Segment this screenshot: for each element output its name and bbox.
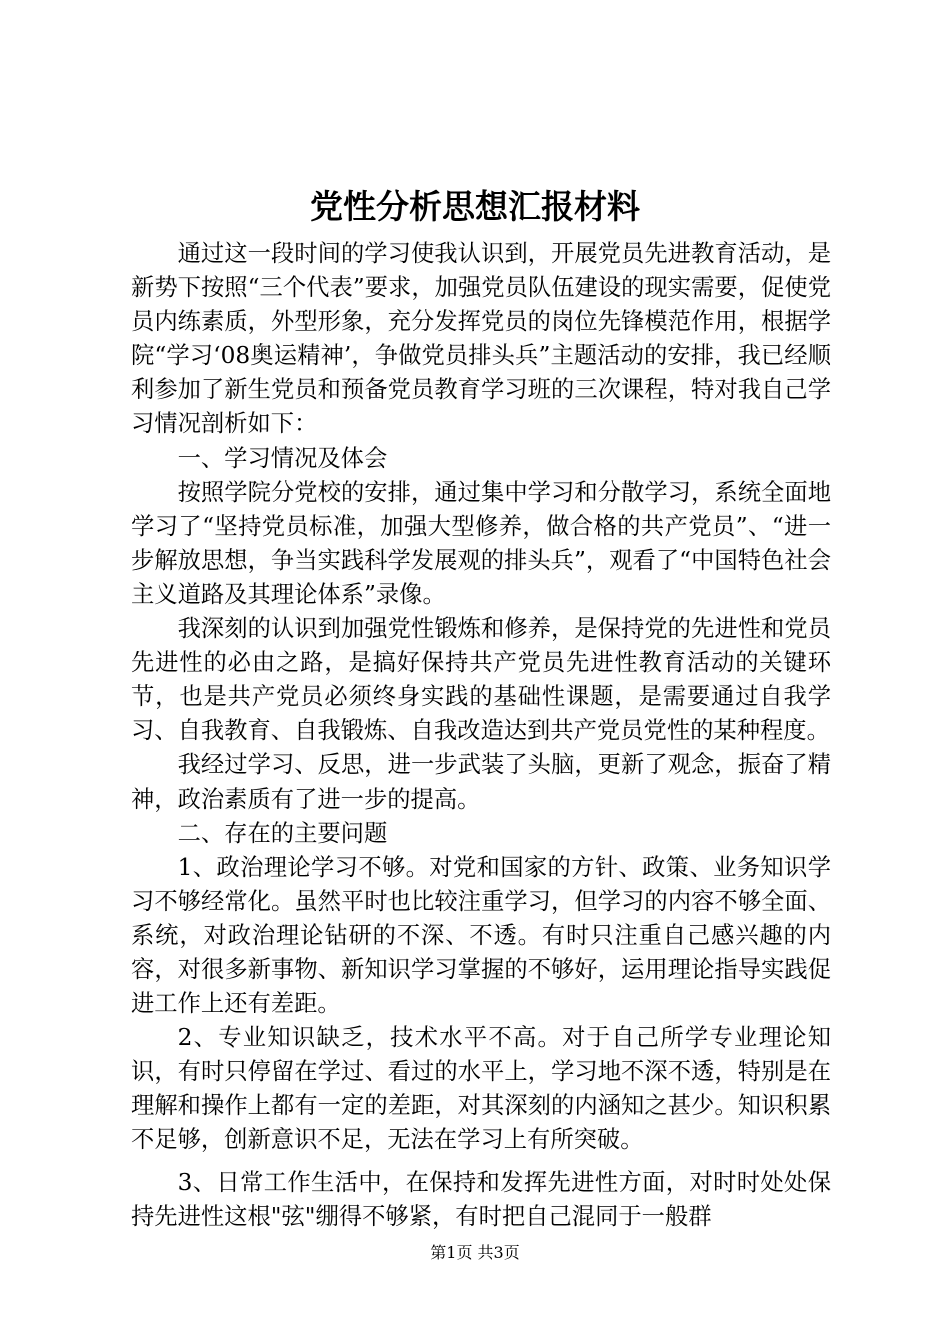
document-title: 党性分析思想汇报材料 xyxy=(310,187,640,226)
section-heading-2: 二、存在的主要问题 xyxy=(177,819,388,847)
paragraph-problem-2: 2、专业知识缺乏，技术水平不高。对于自己所学专业理论知识，有时只停留在学过、看过的水平上，学习地不深不透，特别是在理解和操作上都有一定的差距，对其深刻的内涵知之甚少。知识积累不足够，创新意识不足，无法在学习上有所突破。 xyxy=(131,1024,831,1154)
section-heading-1: 一、学习情况及体会 xyxy=(177,444,388,472)
paragraph-intro: 通过这一段时间的学习使我认识到，开展党员先进教育活动，是新势下按照“三个代表”要求，加强党员队伍建设的现实需要，促使党员内练素质，外型形象，充分发挥党员的岗位先锋模范作用，根据学院“学习‘08奥运精神’，争做党员排头兵”主题活动的安排，我已经顺利参加了新生党员和预备党员教育学习班的三次课程，特对我自己学习情况剖析如下： xyxy=(131,240,831,438)
document-body xyxy=(131,237,831,1234)
page-footer: 第1页 共3页 xyxy=(430,1243,520,1262)
paragraph-problem-3: 3、日常工作生活中，在保持和发挥先进性方面，对时时处处保持先进性这根"弦"绷得不够紧，有时把自己混同于一般群 xyxy=(131,1168,831,1230)
paragraph-understanding: 我深刻的认识到加强党性锻炼和修养，是保持党的先进性和党员先进性的必由之路，是搞好保持共产党员先进性教育活动的关键环节，也是共产党员必须终身实践的基础性课题，是需要通过自我学习、自我教育、自我锻炼、自我改造达到共产党员党性的某种程度。 xyxy=(131,615,831,745)
paragraph-study: 按照学院分党校的安排，通过集中学习和分散学习，系统全面地学习了“坚持党员标准，加强大型修养，做合格的共产党员”、“进一步解放思想，争当实践科学发展观的排头兵”，观看了“中国特色社会主义道路及其理论体系”录像。 xyxy=(131,478,831,608)
paragraph-reflection: 我经过学习、反思，进一步武装了头脑，更新了观念，振奋了精神，政治素质有了进一步的提高。 xyxy=(131,751,831,813)
paragraph-problem-1: 1、政治理论学习不够。对党和国家的方针、政策、业务知识学习不够经常化。虽然平时也比较注重学习，但学习的内容不够全面、系统，对政治理论钻研的不深、不透。有时只注重自己感兴趣的内容，对很多新事物、新知识学习掌握的不够好，运用理论指导实践促进工作上还有差距。 xyxy=(131,853,831,1018)
